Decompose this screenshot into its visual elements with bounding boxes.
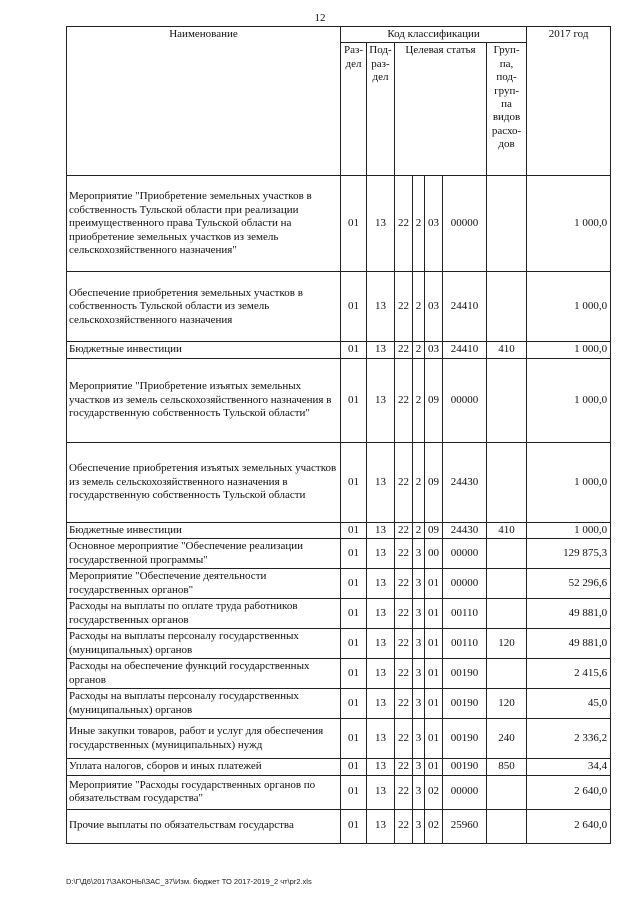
row-amount: 1 000,0 [527, 442, 611, 522]
page-number: 12 [314, 12, 326, 24]
row-target-event: 03 [425, 342, 443, 358]
row-name: Иные закупки товаров, работ и услуг для обеспечения государственных (муниципальных) нужд [67, 719, 341, 759]
row-amount: 49 881,0 [527, 629, 611, 659]
row-name: Расходы на обеспечение функций государственных органов [67, 659, 341, 689]
row-target-subprogram: 3 [413, 629, 425, 659]
row-subsection: 13 [367, 358, 395, 442]
row-amount: 2 640,0 [527, 809, 611, 843]
table-body [67, 176, 611, 843]
row-expense-group [487, 358, 527, 442]
row-target-subprogram: 3 [413, 719, 425, 759]
row-name: Обеспечение приобретения земельных участков в собственность Тульской области из земель сельскохозяйственного назначения [67, 272, 341, 342]
table-row [67, 358, 611, 442]
row-target-subprogram: 3 [413, 809, 425, 843]
row-name: Мероприятие "Расходы государственных органов по обязательствам государства" [67, 775, 341, 809]
row-name: Расходы на выплаты персоналу государственных (муниципальных) органов [67, 629, 341, 659]
row-subsection: 13 [367, 775, 395, 809]
row-target-subprogram: 2 [413, 522, 425, 538]
row-target-subprogram: 3 [413, 599, 425, 629]
row-section: 01 [341, 539, 367, 569]
row-expense-group: 120 [487, 689, 527, 719]
row-amount: 129 875,3 [527, 539, 611, 569]
row-target-direction: 00110 [443, 629, 487, 659]
row-name: Основное мероприятие "Обеспечение реализации государственной программы" [67, 539, 341, 569]
row-target-direction: 00190 [443, 689, 487, 719]
row-target-event: 03 [425, 272, 443, 342]
row-section: 01 [341, 689, 367, 719]
row-section: 01 [341, 659, 367, 689]
header-year: 2017 год [527, 27, 611, 176]
row-name: Мероприятие "Приобретение изъятых земельных участков из земель сельскохозяйственного назначения в государственную собственность Тульской области" [67, 358, 341, 442]
row-subsection: 13 [367, 176, 395, 272]
header-target-article: Целевая статья [395, 43, 487, 176]
row-target-subprogram: 3 [413, 659, 425, 689]
row-target-subprogram: 3 [413, 569, 425, 599]
row-target-direction: 00000 [443, 569, 487, 599]
row-name: Мероприятие "Приобретение земельных участков в собственность Тульской области при реализации преимущественного права Тульской области на приобретение земельных участков из земель сельскохозяйственного назначения" [67, 176, 341, 272]
file-path-footer: D:\Г\Д6\2017\ЗАКОНЫ\ЗАС_37\Изм. бюджет ТО 2017-2019_2 чт\pr2.xls [66, 877, 312, 886]
row-target-subprogram: 2 [413, 176, 425, 272]
row-subsection: 13 [367, 629, 395, 659]
row-target-program: 22 [395, 358, 413, 442]
header-name: Наименование [67, 27, 341, 176]
row-amount: 1 000,0 [527, 176, 611, 272]
row-amount: 1 000,0 [527, 358, 611, 442]
row-target-direction: 00110 [443, 599, 487, 629]
row-expense-group [487, 569, 527, 599]
row-section: 01 [341, 719, 367, 759]
row-subsection: 13 [367, 599, 395, 629]
row-section: 01 [341, 176, 367, 272]
row-target-program: 22 [395, 522, 413, 538]
row-target-event: 09 [425, 522, 443, 538]
row-expense-group [487, 272, 527, 342]
row-target-direction: 00190 [443, 759, 487, 775]
row-expense-group [487, 539, 527, 569]
table-row [67, 809, 611, 843]
row-section: 01 [341, 599, 367, 629]
row-subsection: 13 [367, 659, 395, 689]
row-section: 01 [341, 775, 367, 809]
row-subsection: 13 [367, 689, 395, 719]
row-amount: 45,0 [527, 689, 611, 719]
row-target-program: 22 [395, 342, 413, 358]
row-subsection: 13 [367, 809, 395, 843]
row-expense-group [487, 176, 527, 272]
row-expense-group: 240 [487, 719, 527, 759]
row-target-event: 00 [425, 539, 443, 569]
row-target-event: 01 [425, 599, 443, 629]
row-target-program: 22 [395, 659, 413, 689]
row-target-program: 22 [395, 272, 413, 342]
table-row [67, 569, 611, 599]
row-target-subprogram: 3 [413, 775, 425, 809]
row-section: 01 [341, 569, 367, 599]
row-section: 01 [341, 358, 367, 442]
table-row [67, 539, 611, 569]
table-row [67, 775, 611, 809]
row-target-direction: 00000 [443, 358, 487, 442]
row-target-event: 01 [425, 659, 443, 689]
row-target-direction: 24410 [443, 342, 487, 358]
row-expense-group: 410 [487, 522, 527, 538]
row-target-subprogram: 3 [413, 759, 425, 775]
table-row [67, 272, 611, 342]
row-target-subprogram: 3 [413, 689, 425, 719]
row-name: Прочие выплаты по обязательствам государства [67, 809, 341, 843]
row-target-direction: 24430 [443, 442, 487, 522]
row-subsection: 13 [367, 759, 395, 775]
row-target-event: 01 [425, 719, 443, 759]
row-amount: 1 000,0 [527, 272, 611, 342]
table-row [67, 689, 611, 719]
row-target-program: 22 [395, 759, 413, 775]
row-name: Мероприятие "Обеспечение деятельности государственных органов" [67, 569, 341, 599]
row-target-program: 22 [395, 569, 413, 599]
row-target-direction: 00000 [443, 176, 487, 272]
row-amount: 1 000,0 [527, 342, 611, 358]
row-expense-group [487, 599, 527, 629]
row-target-program: 22 [395, 629, 413, 659]
table-row [67, 659, 611, 689]
row-subsection: 13 [367, 442, 395, 522]
table-row [67, 759, 611, 775]
row-expense-group: 850 [487, 759, 527, 775]
row-subsection: 13 [367, 719, 395, 759]
row-target-subprogram: 2 [413, 272, 425, 342]
row-target-direction: 24410 [443, 272, 487, 342]
table-row [67, 599, 611, 629]
row-target-program: 22 [395, 539, 413, 569]
table-row [67, 629, 611, 659]
row-target-event: 02 [425, 809, 443, 843]
row-amount: 49 881,0 [527, 599, 611, 629]
row-target-event: 01 [425, 759, 443, 775]
row-section: 01 [341, 442, 367, 522]
row-target-program: 22 [395, 719, 413, 759]
row-subsection: 13 [367, 342, 395, 358]
header-code-group: Код классификации [341, 27, 527, 43]
row-target-subprogram: 3 [413, 539, 425, 569]
row-amount: 2 336,2 [527, 719, 611, 759]
row-amount: 1 000,0 [527, 522, 611, 538]
row-subsection: 13 [367, 569, 395, 599]
row-expense-group: 120 [487, 629, 527, 659]
row-section: 01 [341, 809, 367, 843]
row-target-event: 02 [425, 775, 443, 809]
row-section: 01 [341, 272, 367, 342]
row-target-direction: 24430 [443, 522, 487, 538]
row-section: 01 [341, 629, 367, 659]
table-row [67, 342, 611, 358]
row-name: Расходы на выплаты персоналу государственных (муниципальных) органов [67, 689, 341, 719]
row-target-program: 22 [395, 176, 413, 272]
row-target-direction: 00000 [443, 539, 487, 569]
row-target-program: 22 [395, 599, 413, 629]
row-target-direction: 00190 [443, 719, 487, 759]
row-section: 01 [341, 522, 367, 538]
header-section: Раз- дел [341, 43, 367, 176]
table-row [67, 442, 611, 522]
row-name: Расходы на выплаты по оплате труда работников государственных органов [67, 599, 341, 629]
row-name: Обеспечение приобретения изъятых земельных участков из земель сельскохозяйственного назначения в государственную собственность Тульской области [67, 442, 341, 522]
row-target-program: 22 [395, 689, 413, 719]
row-expense-group [487, 659, 527, 689]
row-target-event: 03 [425, 176, 443, 272]
row-target-program: 22 [395, 442, 413, 522]
budget-table [66, 26, 611, 844]
row-target-subprogram: 2 [413, 342, 425, 358]
row-target-event: 01 [425, 689, 443, 719]
table-row [67, 522, 611, 538]
row-target-event: 09 [425, 358, 443, 442]
row-target-event: 09 [425, 442, 443, 522]
table-header [67, 27, 611, 176]
row-name: Бюджетные инвестиции [67, 522, 341, 538]
row-name: Бюджетные инвестиции [67, 342, 341, 358]
row-expense-group [487, 775, 527, 809]
row-target-event: 01 [425, 629, 443, 659]
row-expense-group [487, 809, 527, 843]
row-target-subprogram: 2 [413, 442, 425, 522]
row-subsection: 13 [367, 522, 395, 538]
row-section: 01 [341, 759, 367, 775]
row-target-event: 01 [425, 569, 443, 599]
row-target-direction: 25960 [443, 809, 487, 843]
header-subsection: Под- раз- дел [367, 43, 395, 176]
row-name: Уплата налогов, сборов и иных платежей [67, 759, 341, 775]
header-expense-group: Груп- па, под- груп- па видов расхо- дов [487, 43, 527, 176]
row-amount: 2 415,6 [527, 659, 611, 689]
row-expense-group [487, 442, 527, 522]
row-amount: 52 296,6 [527, 569, 611, 599]
table-row [67, 719, 611, 759]
table-row [67, 176, 611, 272]
row-amount: 34,4 [527, 759, 611, 775]
row-amount: 2 640,0 [527, 775, 611, 809]
row-target-direction: 00000 [443, 775, 487, 809]
row-expense-group: 410 [487, 342, 527, 358]
row-target-program: 22 [395, 775, 413, 809]
row-target-direction: 00190 [443, 659, 487, 689]
row-target-subprogram: 2 [413, 358, 425, 442]
row-target-program: 22 [395, 809, 413, 843]
row-subsection: 13 [367, 539, 395, 569]
row-subsection: 13 [367, 272, 395, 342]
row-section: 01 [341, 342, 367, 358]
